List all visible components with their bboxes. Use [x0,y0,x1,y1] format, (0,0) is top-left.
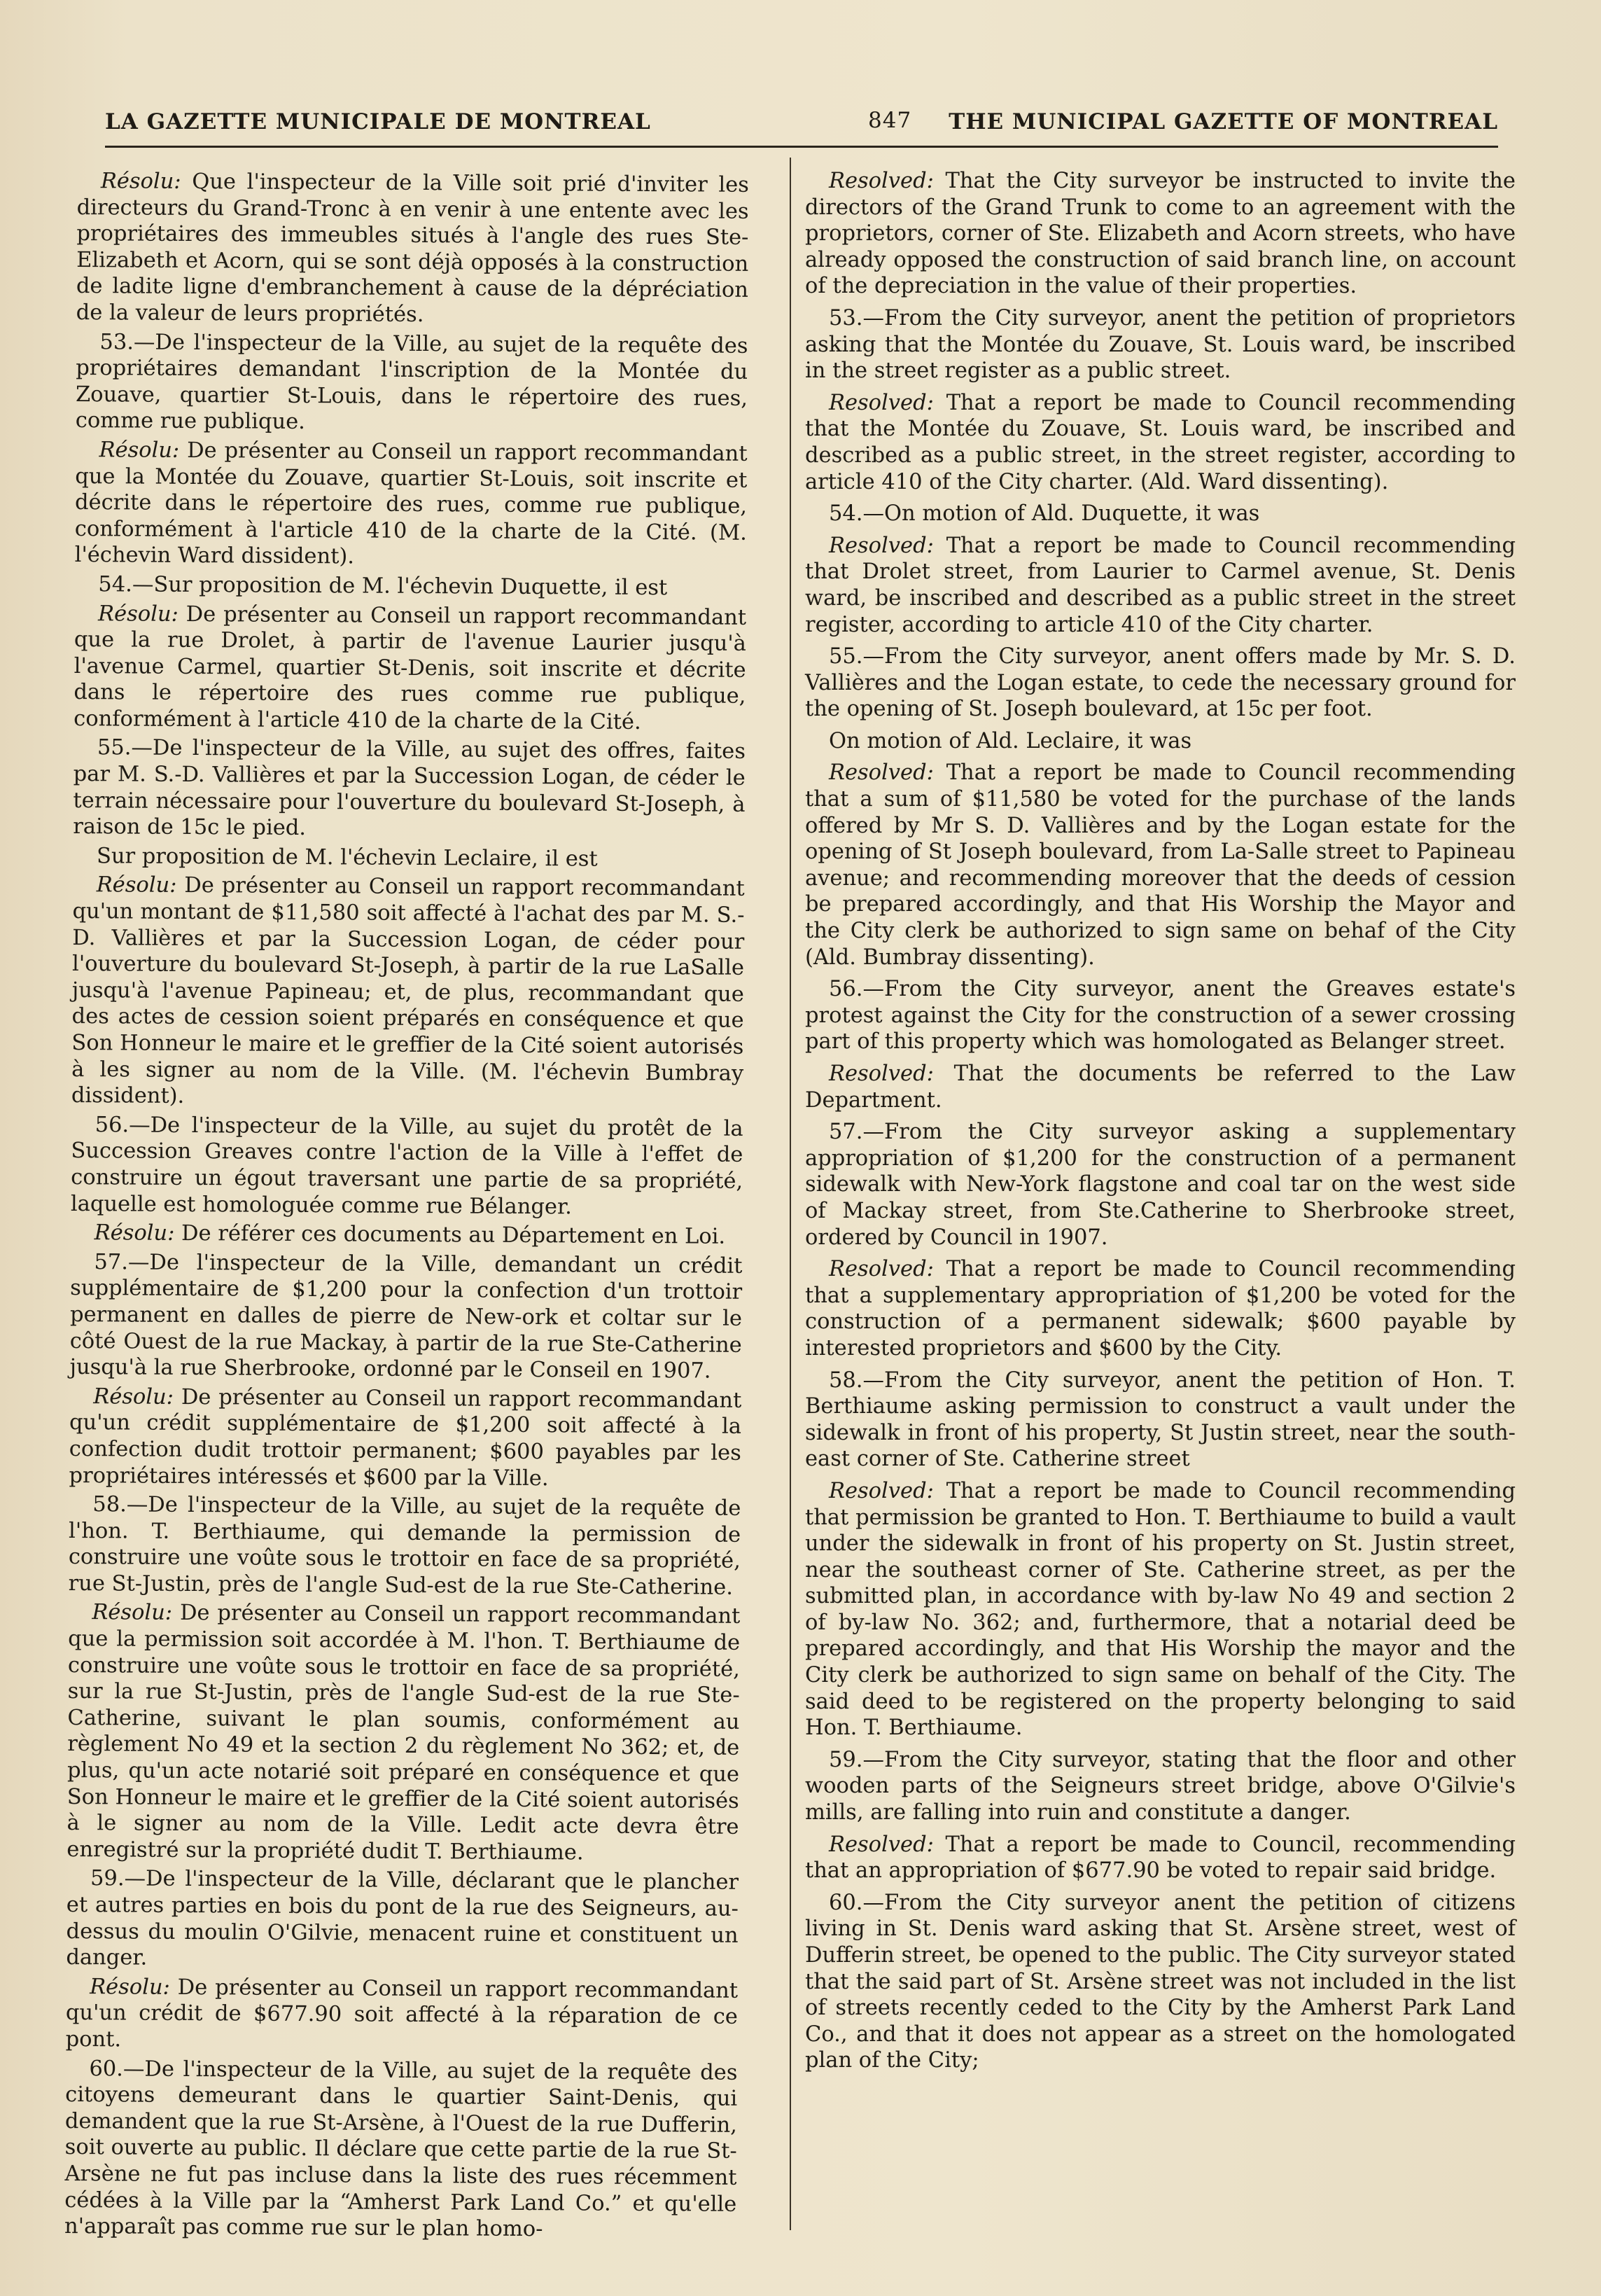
english-paragraph [805,1832,1516,1884]
resolution-label: Resolved: [829,1832,934,1857]
paragraph-text: Sur proposition de M. l'échevin Leclaire, il est [96,844,598,872]
french-paragraph [66,1865,739,1975]
paragraph-text: That the City surveyor be instructed to invite the directors of the Grand Trunk to come to an agreement with the proprietors, corner of Ste. Elizabeth and Acorn streets, who have already opposed the construction of said branch line, on account of the depreciation in the value of their properties. [805,169,1516,299]
french-paragraph [67,1599,740,1867]
paragraph-text: 56.—De l'inspecteur de la Ville, au sujet du protêt de la Succession Greaves contre l'action de la Ville à l'effet de construire un égout traversant une partie de sa propriété, laquelle est homologuée comme rue Bélanger. [70,1112,743,1219]
french-paragraph [76,329,748,438]
header-english-title: THE MUNICIPAL GAZETTE OF MONTREAL [949,109,1498,134]
paragraph-text: 54.—Sur proposition de M. l'échevin Duquette, il est [98,572,668,601]
paragraph-text: That a report be made to Council recommending that permission be granted to Hon. T. Berthiaume to build a vault under the sidewalk in front of his property on St. Justin street, near the southeast corner of Ste. Catherine street, as per the submitted plan, in accordance with by-law No 49 and section 2 of by-law No. 362; and, furthermore, that a notarial deed be prepared accordingly, and that His Worship the mayor and the City clerk be authorized to sign same on behalf of the City. The said deed to be registered on the property belonging to said Hon. T. Berthiaume. [805,1478,1516,1741]
paragraph-text: 57.—From the City surveyor asking a supplementary appropriation of $1,200 for the construction of a permanent sidewalk with New-York flagstone and coal tar on the west side of Mackay street, from Ste.Catherine to Sherbrooke street, ordered by Council in 1907. [805,1120,1516,1250]
english-paragraph [805,1119,1516,1251]
paragraph-text: 55.—From the City surveyor, anent offers made by Mr. S. D. Vallières and the Logan estate, to cede the necessary ground for the opening of St. Joseph boulevard, at 15c per foot. [805,644,1516,722]
resolution-label: Resolved: [829,169,934,193]
paragraph-text: That a report be made to Council recommending that a supplementary appropriation of $1,200 be voted for the construction of a permanent sidewalk; $600 payable by interested proprietors and $600 by the City. [805,1257,1516,1361]
english-paragraph [805,533,1516,638]
paragraph-text: That the documents be referred to the Law Department. [805,1062,1516,1113]
paragraph-text: 54.—On motion of Ald. Duquette, it was [829,501,1260,527]
paragraph-text: That a report be made to Council, recommending that an appropriation of $677.90 be voted to repair said bridge. [805,1832,1516,1884]
french-paragraph [71,1112,743,1221]
english-column [805,168,1516,2080]
paragraph-text: 58.—De l'inspecteur de la Ville, au sujet de la requête de l'hon. T. Berthiaume, qui demande la permission de construire une voûte sous le trottoir en face de sa propriété, rue St-Justin, près de l'angle Sud-est de la rue Ste-Catherine. [68,1492,741,1600]
paragraph-text: 60.—From the City surveyor anent the petition of citizens living in St. Denis ward asking that St. Arsène street, west of Dufferin street, be opened to the public. The City surveyor stated that the said part of St. Arsène street was not included in the list of streets recently ceded to the City by the Amherst Park Land Co., and that it does not appear as a street on the homologated plan of the City; [805,1890,1516,2073]
resolution-label: Résolu: [99,438,180,463]
english-paragraph [805,976,1516,1055]
english-paragraph [805,390,1516,495]
header-rule [105,146,1498,148]
resolution-label: Resolved: [829,533,934,558]
paragraph-text: 59.—De l'inspecteur de la Ville, déclarant que le plancher et autres parties en bois du pont de la rue des Seigneurs, au-dessus du moulin O'Gilvie, menacent ruine et constituent un danger. [66,1866,739,1970]
french-paragraph [64,2056,738,2244]
english-paragraph [805,760,1516,970]
resolution-label: Resolved: [829,390,934,415]
english-paragraph [805,501,1516,527]
english-paragraph [805,168,1516,300]
french-paragraph [75,437,748,573]
resolution-label: Resolved: [829,1062,934,1086]
english-paragraph [805,1061,1516,1113]
french-paragraph [73,735,746,844]
french-paragraph [76,168,749,330]
french-paragraph [74,600,746,736]
resolution-label: Resolved: [829,1257,934,1282]
resolution-label: Résolu: [96,872,177,898]
english-paragraph [805,305,1516,384]
paragraph-text: De présenter au Conseil un rapport recommandant qu'un crédit de $677.90 soit affecté à la réparation de ce pont. [65,1975,739,2052]
paragraph-text: 53.—From the City surveyor, anent the petition of proprietors asking that the Montée du Zouave, St. Louis ward, be inscribed in the street register as a public street. [805,305,1516,384]
resolution-label: Résolu: [94,1220,175,1246]
english-paragraph [805,643,1516,723]
english-paragraph [805,728,1516,755]
french-paragraph [73,843,745,873]
paragraph-text: De présenter au Conseil un rapport recommandant qu'un crédit supplémentaire de $1,200 soit affecté à la confection dudit trottoir permanent; $600 payables par les propriétaires intéressés et $600 par la Ville. [69,1384,742,1491]
page-number: 847 [868,108,912,133]
paragraph-text: De présenter au Conseil un rapport recommandant qu'un montant de $11,580 soit affecté à l'achat des par M. S.-D. Vallières et par la Succession Logan, de céder pour l'ouverture du boulevard St-Joseph, à partir de la rue LaSalle jusqu'à l'avenue Papineau; et, de plus, recommandant que des actes de cession soient préparés en conséquence et que Son Honneur le maire et le greffier de la Cité soient autorisés à les signer au nom de la Ville. (M. l'échevin Bumbray dissident). [71,873,745,1109]
header-french-title: LA GAZETTE MUNICIPALE DE MONTREAL [105,109,651,134]
resolution-label: Résolu: [93,1384,174,1410]
english-paragraph [805,1478,1516,1741]
paragraph-text: De présenter au Conseil un rapport recommandant que la Montée du Zouave, quartier St-Louis, soit inscrite et décrite dans le répertoire des rues, comme rue publique, conformément à l'article 410 de la charte de la Cité. (M. l'échevin Ward dissident). [74,438,748,569]
english-paragraph [805,1747,1516,1826]
french-paragraph [74,571,746,601]
french-paragraph [71,1220,743,1250]
french-paragraph [69,1491,741,1601]
french-column [64,168,749,2247]
paragraph-text: De présenter au Conseil un rapport recommandant que la permission soit accordée à M. l'hon. T. Berthiaume de construire une voûte sous le trottoir en face de sa propriété, sur la rue St-Justin, près de l'angle Sud-est de la rue Ste-Catherine, suivant le plan soumis, conformément au règlement No 49 et la section 2 du règlement No 362; et, de plus, qu'un acte notarié soit préparé en conséquence et que Son Honneur le maire et le greffier de la Cité soient autorisés à le signer au nom de la Ville. Ledit acte devra être enregistré sur la propriété dudit T. Berthiaume. [67,1601,741,1865]
paragraph-text: De référer ces documents au Département en Loi. [174,1221,726,1249]
column-divider [790,158,791,2230]
paragraph-text: 53.—De l'inspecteur de la Ville, au sujet de la requête des propriétaires demandant l'inscription de la Montée du Zouave, quartier St-Louis, dans le répertoire des rues, comme rue publique. [75,329,748,435]
paragraph-text: That a report be made to Council recommending that Drolet street, from Laurier to Carmel avenue, St. Denis ward, be inscribed and described as a public street in the street register, according to article 410 of the City charter. [805,533,1516,637]
paragraph-text: 59.—From the City surveyor, stating that the floor and other wooden parts of the Seigneurs street bridge, above O'Gilvie's mills, are falling into ruin and constitute a danger. [805,1747,1516,1825]
resolution-label: Résolu: [92,1600,173,1626]
paragraph-text: 57.—De l'inspecteur de la Ville, demandant un crédit supplémentaire de $1,200 pour la confection d'un trottoir permanent en dalles de pierre de New-ork et coltar sur le côté Ouest de la rue Mackay, à partir de la rue Ste-Catherine jusqu'à la rue Sherbrooke, ordonné par le Conseil en 1907. [69,1249,743,1384]
paragraph-text: 58.—From the City surveyor, anent the petition of Hon. T. Berthiaume asking permission to construct a vault under the sidewalk in front of his property, St Justin street, near the south-east corner of Ste. Catherine street [805,1368,1516,1472]
french-paragraph [69,1384,741,1493]
french-paragraph [66,1974,739,2057]
paragraph-text: That a report be made to Council recommending that a sum of $11,580 be voted for the purchase of the lands offered by Mr S. D. Vallières and by the Logan estate for the opening of St Joseph boulevard, from La-Salle street to Papineau avenue; and recommending moreover that the deeds of cession be prepared accordingly, and that His Worship the Mayor and the City clerk be authorized to sign same on behaf of the City (Ald. Bumbray dissenting). [805,760,1516,970]
french-paragraph [69,1249,742,1385]
english-paragraph [805,1256,1516,1361]
resolution-label: Resolved: [829,1478,934,1503]
page-header [105,105,1498,147]
paragraph-text: De présenter au Conseil un rapport recommandant que la rue Drolet, à partir de l'avenue Laurier jusqu'à l'avenue Carmel, quartier St-Denis, soit inscrite et décrite dans le répertoire des rues comme rue publique, conformément à l'article 410 de la charte de la Cité. [74,601,747,735]
french-paragraph [71,872,745,1113]
english-paragraph [805,1368,1516,1473]
paragraph-text: On motion of Ald. Leclaire, it was [829,728,1192,753]
resolution-label: Résolu: [100,169,181,194]
paragraph-text: 55.—De l'inspecteur de la Ville, au sujet des offres, faites par M. S.-D. Vallières et par la Succession Logan, de céder le terrain nécessaire pour l'ouverture du boulevard St-Joseph, à raison de 15c le pied. [73,735,746,841]
paragraph-text: 56.—From the City surveyor, anent the Greaves estate's protest against the City for the construction of a sewer crossing part of this property which was homologated as Belanger street. [805,977,1516,1055]
resolution-label: Résolu: [98,601,179,627]
paragraph-text: 60.—De l'inspecteur de la Ville, au sujet de la requête des citoyens demeurant dans le quartier Saint-Denis, qui demandent que la rue St-Arsène, à l'Ouest de la rue Dufferin, soit ouverte au public. Il déclare que cette partie de la rue St-Arsène ne fut pas incluse dans la liste des rues récemment cédées à la Ville par la “Amherst Park Land Co.” et qu'elle n'apparaît pas comme rue sur le plan homo- [64,2056,738,2242]
english-paragraph [805,1890,1516,2074]
paragraph-text: That a report be made to Council recommending that the Montée du Zouave, St. Louis ward, be inscribed and described as a public street, in the street register, according to article 410 of the City charter. (Ald. Ward dissenting). [805,390,1516,494]
resolution-label: Resolved: [829,760,934,786]
paragraph-text: Que l'inspecteur de la Ville soit prié d'inviter les directeurs du Grand-Tronc à en venir à une entente avec les propriétaires des immeubles situés à l'angle des rues Ste-Elizabeth et Acorn, qui se sont déjà opposés à la construction de ladite ligne d'embranchement à cause de la dépréciation de la valeur de leurs propriétés. [76,169,749,327]
resolution-label: Résolu: [90,1974,170,2000]
